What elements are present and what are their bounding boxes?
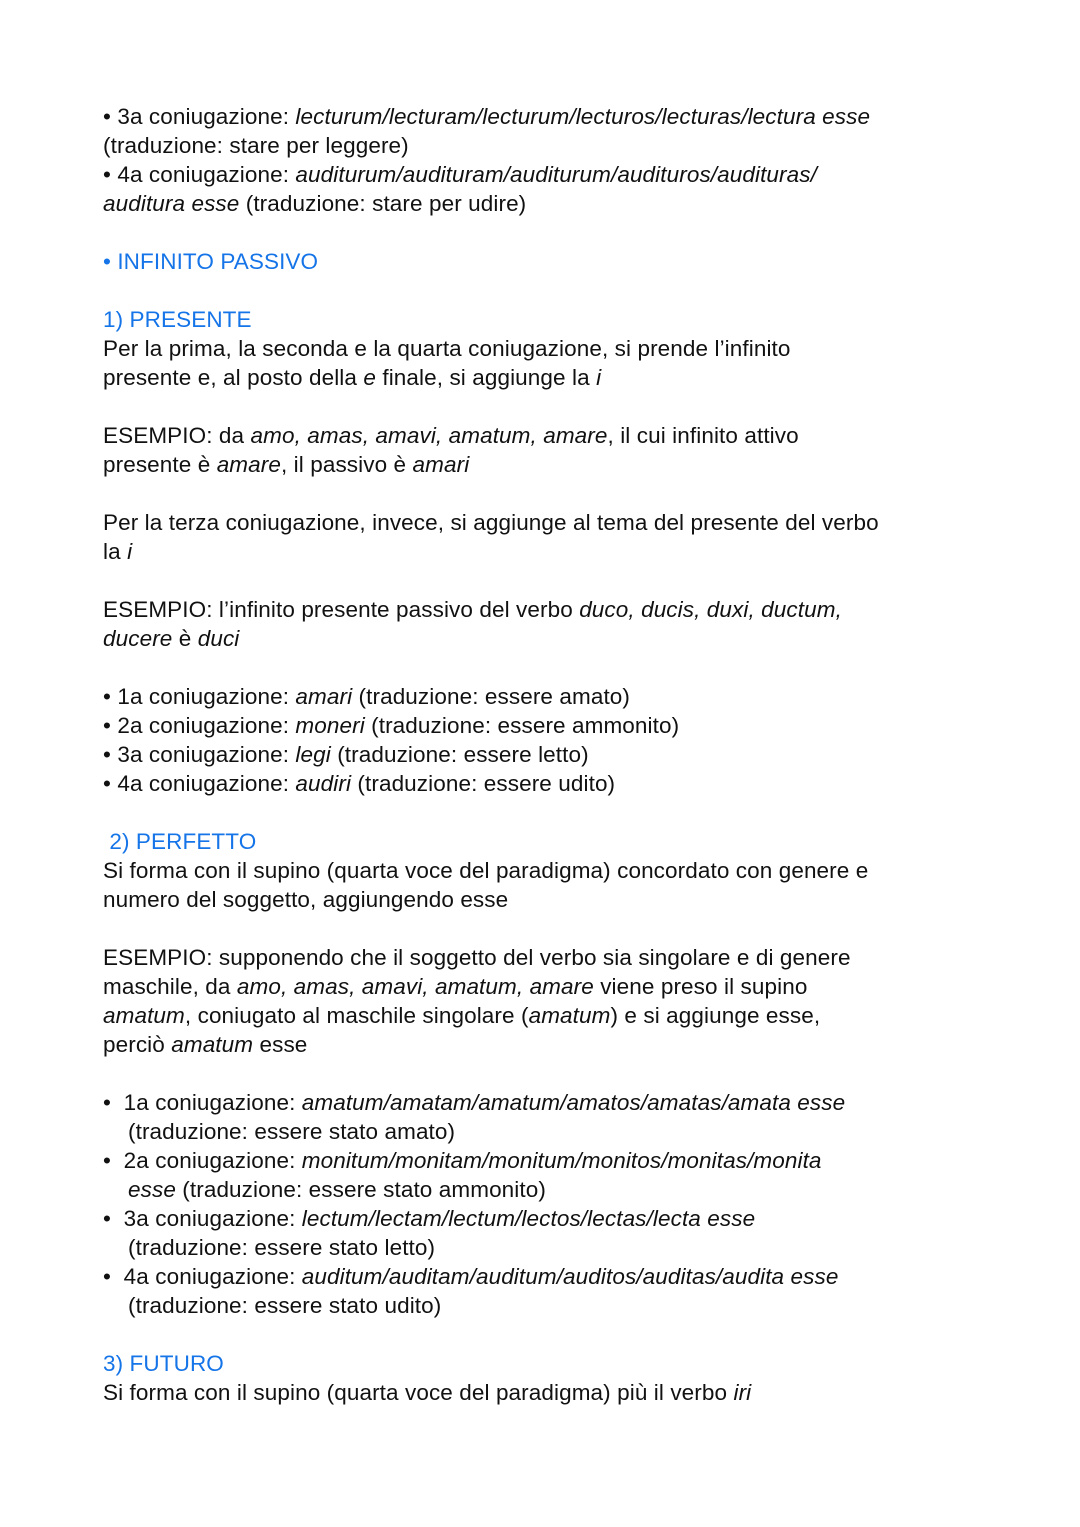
text-segment: • 3a coniugazione:: [103, 104, 296, 129]
text-segment: Si forma con il supino (quarta voce del paradigma) più il verbo: [103, 1380, 734, 1405]
bullet-item: [103, 102, 1033, 160]
text-segment: Per la prima, la seconda e la quarta coniugazione, si prende l’infinito: [103, 336, 791, 361]
section-heading: [103, 305, 1033, 334]
text-segment: 1) PRESENTE: [103, 307, 252, 332]
bullet-group: [103, 1088, 1033, 1320]
text-segment: • INFINITO PASSIVO: [103, 249, 319, 274]
bullet-item: [103, 740, 1033, 769]
text-line: [103, 508, 1033, 537]
text-segment: 3) FUTURO: [103, 1351, 224, 1376]
text-segment: • 3a coniugazione:: [103, 1206, 302, 1231]
text-line: [103, 131, 1033, 160]
text-segment: (traduzione: essere udito): [351, 771, 616, 796]
text-segment: ESEMPIO: l’infinito presente passivo del verbo: [103, 597, 580, 622]
text-line: [103, 1204, 1033, 1233]
text-line: [103, 1233, 1033, 1262]
text-line: [103, 1262, 1033, 1291]
section-heading: [103, 1349, 1033, 1378]
latin-term: legi: [295, 742, 331, 767]
latin-term: duci: [197, 626, 240, 651]
text-segment: presente è: [103, 452, 217, 477]
text-line: [103, 421, 1033, 450]
paragraph: [103, 508, 1033, 566]
latin-term: amatum: [103, 1003, 185, 1028]
text-segment: maschile, da: [103, 974, 237, 999]
bullet-item: [103, 160, 1033, 218]
text-segment: • 4a coniugazione:: [103, 1264, 302, 1289]
paragraph: [103, 595, 1033, 653]
text-segment: ESEMPIO: da: [103, 423, 251, 448]
text-segment: la: [103, 539, 128, 564]
text-line: [103, 334, 1033, 363]
text-line: [103, 943, 1033, 972]
text-segment: (traduzione: essere stato amato): [128, 1119, 456, 1144]
text-line: [103, 856, 1033, 885]
text-line: [103, 1001, 1033, 1030]
text-line: [103, 1030, 1033, 1059]
latin-term: ducere: [103, 626, 173, 651]
text-line: [103, 1175, 1033, 1204]
text-segment: , coniugato al maschile singolare (: [184, 1003, 529, 1028]
text-line: [103, 682, 1033, 711]
latin-term: lecturum/lecturam/lecturum/lecturos/lecturas/lectura esse: [295, 104, 871, 129]
latin-term: amari: [412, 452, 470, 477]
text-segment: (traduzione: stare per udire): [239, 191, 527, 216]
text-line: [103, 247, 1033, 276]
text-segment: (traduzione: essere stato ammonito): [175, 1177, 546, 1202]
text-segment: ESEMPIO: supponendo che il soggetto del verbo sia singolare e di genere: [103, 945, 851, 970]
latin-term: amari: [295, 684, 353, 709]
latin-term: esse: [128, 1177, 176, 1202]
text-line: [103, 1349, 1033, 1378]
text-segment: (traduzione: essere letto): [330, 742, 589, 767]
paragraph: [103, 1378, 1033, 1407]
paragraph: [103, 421, 1033, 479]
text-line: [103, 711, 1033, 740]
text-segment: (traduzione: essere ammonito): [364, 713, 680, 738]
text-segment: 2) PERFETTO: [103, 829, 257, 854]
paragraph: [103, 856, 1033, 914]
text-segment: viene preso il supino: [593, 974, 808, 999]
latin-term: e: [363, 365, 376, 390]
latin-term: amatum: [528, 1003, 611, 1028]
document-content: [103, 102, 1033, 1407]
text-segment: Per la terza coniugazione, invece, si aggiunge al tema del presente del verbo: [103, 510, 879, 535]
text-segment: esse: [253, 1032, 308, 1057]
latin-term: lectum/lectam/lectum/lectos/lectas/lecta esse: [301, 1206, 756, 1231]
bullet-item: [103, 1146, 1033, 1204]
text-line: [103, 740, 1033, 769]
latin-term: duco, ducis, duxi, ductum,: [579, 597, 842, 622]
bullet-item: [103, 1262, 1033, 1320]
bullet-item: [103, 1204, 1033, 1262]
text-line: [103, 1291, 1033, 1320]
text-line: [103, 1117, 1033, 1146]
section-heading: [103, 827, 1033, 856]
text-segment: • 1a coniugazione:: [103, 684, 296, 709]
latin-term: iri: [733, 1380, 752, 1405]
latin-term: auditurum/audituram/auditurum/audituros/audituras/: [295, 162, 817, 187]
text-line: [103, 885, 1033, 914]
text-segment: , il cui infinito attivo: [607, 423, 799, 448]
text-line: [103, 363, 1033, 392]
text-line: [103, 102, 1033, 131]
text-line: [103, 595, 1033, 624]
text-line: [103, 189, 1033, 218]
text-segment: , il passivo è: [280, 452, 413, 477]
text-line: [103, 1146, 1033, 1175]
latin-term: amo, amas, amavi, amatum, amare: [250, 423, 608, 448]
latin-term: amo, amas, amavi, amatum, amare: [236, 974, 594, 999]
latin-term: auditum/auditam/auditum/auditos/auditas/audita esse: [301, 1264, 839, 1289]
text-segment: (traduzione: essere amato): [352, 684, 631, 709]
text-segment: è: [172, 626, 198, 651]
latin-term: monitum/monitam/monitum/monitos/monitas/monita: [301, 1148, 822, 1173]
text-line: [103, 827, 1033, 856]
bullet-group: [103, 682, 1033, 798]
text-segment: numero del soggetto, aggiungendo esse: [103, 887, 509, 912]
latin-term: auditura esse: [103, 191, 240, 216]
text-segment: (traduzione: essere stato letto): [128, 1235, 436, 1260]
latin-term: amare: [216, 452, 281, 477]
text-segment: Si forma con il supino (quarta voce del paradigma) concordato con genere e: [103, 858, 869, 883]
text-segment: presente e, al posto della: [103, 365, 364, 390]
latin-term: amatum: [171, 1032, 254, 1057]
text-segment: • 2a coniugazione:: [103, 713, 296, 738]
document-page: [103, 102, 1033, 1407]
text-segment: • 1a coniugazione:: [103, 1090, 302, 1115]
latin-term: i: [127, 539, 133, 564]
bullet-item: [103, 769, 1033, 798]
text-segment: • 3a coniugazione:: [103, 742, 296, 767]
text-segment: (traduzione: stare per leggere): [103, 133, 409, 158]
text-line: [103, 160, 1033, 189]
section-heading: [103, 247, 1033, 276]
bullet-item: [103, 1088, 1033, 1146]
latin-term: i: [596, 365, 602, 390]
text-line: [103, 537, 1033, 566]
text-segment: • 2a coniugazione:: [103, 1148, 302, 1173]
text-segment: • 4a coniugazione:: [103, 771, 296, 796]
bullet-group: [103, 102, 1033, 218]
text-segment: ) e si aggiunge esse,: [610, 1003, 821, 1028]
text-line: [103, 450, 1033, 479]
text-segment: perciò: [103, 1032, 172, 1057]
text-line: [103, 1088, 1033, 1117]
text-line: [103, 624, 1033, 653]
paragraph: [103, 334, 1033, 392]
paragraph: [103, 943, 1033, 1059]
text-line: [103, 1378, 1033, 1407]
latin-term: moneri: [295, 713, 365, 738]
text-line: [103, 972, 1033, 1001]
latin-term: audiri: [295, 771, 352, 796]
text-segment: (traduzione: essere stato udito): [128, 1293, 442, 1318]
bullet-item: [103, 682, 1033, 711]
text-segment: finale, si aggiunge la: [376, 365, 597, 390]
text-line: [103, 769, 1033, 798]
text-line: [103, 305, 1033, 334]
text-segment: • 4a coniugazione:: [103, 162, 296, 187]
latin-term: amatum/amatam/amatum/amatos/amatas/amata esse: [301, 1090, 846, 1115]
bullet-item: [103, 711, 1033, 740]
